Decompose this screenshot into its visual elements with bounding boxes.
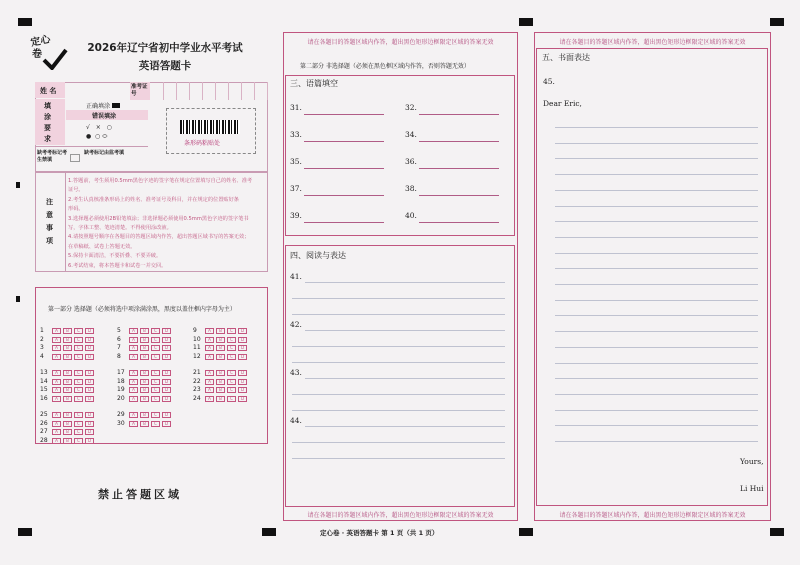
question-number: 22 <box>193 377 201 385</box>
admission-label: 准考证号 <box>131 84 148 97</box>
answer-option[interactable]: D <box>162 370 171 376</box>
timing-mark <box>519 18 533 26</box>
answer-option[interactable]: D <box>162 379 171 385</box>
answer-option[interactable]: C <box>151 412 160 418</box>
writing-line[interactable] <box>555 425 758 426</box>
answer-option[interactable]: D <box>85 438 94 444</box>
writing-line[interactable] <box>555 127 758 128</box>
writing-line[interactable] <box>555 174 758 175</box>
answer-line[interactable] <box>305 378 505 379</box>
answer-option[interactable]: D <box>238 379 247 385</box>
question-number: 44. <box>290 416 302 425</box>
answer-option[interactable]: B <box>63 328 72 334</box>
blank-number: 35. <box>290 157 302 166</box>
answer-option[interactable]: D <box>162 354 171 360</box>
name-field[interactable] <box>66 82 131 98</box>
answer-option[interactable]: B <box>140 412 149 418</box>
answer-option[interactable]: C <box>74 421 83 427</box>
question-number: 13 <box>40 369 48 376</box>
absent-checkbox[interactable] <box>70 154 80 162</box>
section5-box <box>536 48 768 506</box>
exam-title: 2026年辽宁省初中学业水平考试 <box>87 42 243 54</box>
answer-option[interactable]: B <box>63 379 72 385</box>
page-footer: 定心卷 · 英语答题卡 第 1 页（共 1 页） <box>320 529 439 537</box>
answer-option[interactable]: D <box>162 396 171 402</box>
note-item: 形码。 <box>68 206 84 213</box>
answer-option[interactable]: C <box>74 345 83 351</box>
answer-option[interactable]: C <box>74 379 83 385</box>
answer-option[interactable]: A <box>205 345 214 351</box>
brand-logo <box>30 30 70 74</box>
answer-option[interactable]: B <box>216 396 225 402</box>
answer-option[interactable]: C <box>227 379 236 385</box>
section4-title: 四、阅读与表达 <box>290 251 346 260</box>
answer-option[interactable]: D <box>162 421 171 427</box>
answer-option[interactable]: B <box>140 370 149 376</box>
answer-line[interactable] <box>292 410 505 411</box>
answer-option[interactable]: D <box>85 387 94 393</box>
blank-number: 31. <box>290 103 302 112</box>
question-number: 30 <box>117 419 125 427</box>
writing-line[interactable] <box>555 300 758 301</box>
answer-line[interactable] <box>304 168 384 169</box>
answer-option[interactable]: C <box>151 354 160 360</box>
question-number: 43. <box>290 368 302 377</box>
question-number: 6 <box>117 335 121 343</box>
answer-option[interactable]: D <box>238 337 247 343</box>
letter-greeting: Dear Eric, <box>543 99 582 108</box>
correct-fill-label <box>86 101 120 110</box>
answer-option[interactable]: B <box>140 354 149 360</box>
blank-number: 40. <box>405 211 417 220</box>
answer-line[interactable] <box>292 458 505 459</box>
timing-mark <box>18 528 32 536</box>
answer-option[interactable]: B <box>63 337 72 343</box>
answer-option[interactable]: A <box>52 354 61 360</box>
answer-option[interactable]: A <box>52 379 61 385</box>
admission-number-grid[interactable] <box>151 82 268 100</box>
section3-box <box>285 75 515 236</box>
answer-line[interactable] <box>304 141 384 142</box>
answer-line[interactable] <box>419 222 499 223</box>
note-item: 3.选择题必须使用2B铅笔填涂；非选择题必须使用0.5mm黑色字迹的签字笔书 <box>68 215 249 222</box>
answer-line[interactable] <box>305 426 505 427</box>
answer-option[interactable]: A <box>52 337 61 343</box>
blank-number: 37. <box>290 184 302 193</box>
answer-option[interactable]: C <box>227 370 236 376</box>
answer-option[interactable]: B <box>216 379 225 385</box>
answer-option[interactable]: B <box>140 328 149 334</box>
answer-line[interactable] <box>292 298 505 299</box>
answer-option[interactable]: C <box>74 429 83 435</box>
question-number: 21 <box>193 369 201 376</box>
answer-option[interactable]: B <box>140 387 149 393</box>
wrong-fill-label: 错误填涂 <box>92 113 117 120</box>
answer-option[interactable]: D <box>85 379 94 385</box>
question-number: 41. <box>290 272 302 281</box>
note-item: 在草稿纸、试卷上答题无效。 <box>68 243 136 250</box>
answer-option[interactable]: C <box>227 387 236 393</box>
answer-option[interactable]: C <box>74 354 83 360</box>
answer-option[interactable]: A <box>52 370 61 376</box>
question-number: 17 <box>117 369 125 376</box>
question-number: 42. <box>290 320 302 329</box>
barcode-icon <box>180 120 240 134</box>
absent-mark-label: 缺考标记由监考填 <box>84 150 125 156</box>
writing-line[interactable] <box>555 441 758 442</box>
question-number: 11 <box>193 344 201 351</box>
answer-option[interactable]: A <box>52 345 61 351</box>
question-number: 29 <box>117 411 125 418</box>
answer-line[interactable] <box>305 330 505 331</box>
note-item: 6.考试结束，将本答题卡和试卷一并交回。 <box>68 262 167 269</box>
question-number: 1 <box>40 327 44 334</box>
warning-bottom-middle: 请在各题目的答题区域内作答，超出黑色矩形边框限定区域的答案无效 <box>307 512 494 519</box>
writing-line[interactable] <box>555 206 758 207</box>
timing-mark <box>770 18 784 26</box>
answer-option[interactable]: C <box>74 328 83 334</box>
blank-number: 36. <box>405 157 417 166</box>
answer-option[interactable]: C <box>227 328 236 334</box>
answer-option[interactable]: B <box>63 370 72 376</box>
question-number: 5 <box>117 327 121 334</box>
timing-mark <box>16 182 20 188</box>
answer-option[interactable]: B <box>140 379 149 385</box>
note-item: 证号。 <box>68 187 84 194</box>
question-number: 20 <box>117 394 125 402</box>
answer-option[interactable]: C <box>151 345 160 351</box>
section3-title: 三、语篇填空 <box>290 79 338 88</box>
question-number: 23 <box>193 386 201 393</box>
answer-option[interactable]: A <box>129 421 138 427</box>
answer-option[interactable]: D <box>85 337 94 343</box>
answer-option[interactable]: A <box>129 328 138 334</box>
answer-line[interactable] <box>292 362 505 363</box>
writing-line[interactable] <box>555 190 758 191</box>
answer-option[interactable]: A <box>205 337 214 343</box>
answer-option[interactable]: B <box>216 387 225 393</box>
blank-number: 32. <box>405 103 417 112</box>
notes-label: 注 意 事 项 <box>46 198 53 245</box>
writing-line[interactable] <box>555 284 758 285</box>
writing-line[interactable] <box>555 143 758 144</box>
correct-fill-text: 正确填涂 <box>86 103 111 110</box>
answer-option[interactable]: A <box>52 328 61 334</box>
section4-box <box>285 245 515 507</box>
answer-line[interactable] <box>292 394 505 395</box>
writing-line[interactable] <box>555 331 758 332</box>
question-number: 25 <box>40 411 48 418</box>
answer-option[interactable]: C <box>227 354 236 360</box>
answer-option[interactable]: C <box>74 387 83 393</box>
answer-option[interactable]: D <box>85 370 94 376</box>
question-number: 27 <box>40 428 48 435</box>
writing-line[interactable] <box>555 394 758 395</box>
answer-line[interactable] <box>304 114 384 115</box>
answer-option[interactable]: B <box>63 387 72 393</box>
question-number: 14 <box>40 377 48 385</box>
barcode-label: 条形码粘贴处 <box>184 140 221 147</box>
answer-option[interactable]: A <box>129 387 138 393</box>
answer-option[interactable]: A <box>205 396 214 402</box>
question-number: 7 <box>117 344 121 351</box>
timing-mark <box>770 528 784 536</box>
answer-option[interactable]: C <box>151 328 160 334</box>
answer-option[interactable]: A <box>52 387 61 393</box>
writing-line[interactable] <box>555 237 758 238</box>
answer-option[interactable]: B <box>216 345 225 351</box>
blank-number: 33. <box>290 130 302 139</box>
writing-line[interactable] <box>555 378 758 379</box>
note-item: 4.请按照题号顺序在各题目的答题区域内作答，超出答题区域书写的答案无效； <box>68 234 250 241</box>
answer-option[interactable]: D <box>162 345 171 351</box>
answer-option[interactable]: C <box>74 396 83 402</box>
question-number: 19 <box>117 386 125 393</box>
timing-mark <box>519 528 533 536</box>
answer-option[interactable]: A <box>52 438 61 444</box>
answer-option[interactable]: D <box>85 412 94 418</box>
answer-line[interactable] <box>292 346 505 347</box>
answer-line[interactable] <box>304 195 384 196</box>
answer-option[interactable]: C <box>151 421 160 427</box>
answer-option[interactable]: B <box>216 328 225 334</box>
answer-option[interactable]: C <box>74 337 83 343</box>
answer-option[interactable]: D <box>85 429 94 435</box>
question-45-number: 45. <box>543 77 555 86</box>
answer-option[interactable]: D <box>238 354 247 360</box>
answer-option[interactable]: A <box>52 412 61 418</box>
writing-line[interactable] <box>555 315 758 316</box>
writing-line[interactable] <box>555 410 758 411</box>
absent-label: 缺考考标记考生禁填 <box>37 150 68 163</box>
question-number: 12 <box>193 352 201 360</box>
writing-line[interactable] <box>555 253 758 254</box>
answer-option[interactable]: D <box>162 337 171 343</box>
timing-mark <box>18 18 32 26</box>
forbidden-zone: 禁止答题区域 <box>98 488 182 501</box>
answer-option[interactable]: B <box>140 421 149 427</box>
question-number: 9 <box>193 327 197 334</box>
answer-option[interactable]: A <box>129 412 138 418</box>
question-number: 18 <box>117 377 125 385</box>
wrong-marks: √ × ○ <box>86 124 114 131</box>
answer-option[interactable]: C <box>151 370 160 376</box>
answer-option[interactable]: B <box>140 337 149 343</box>
question-number: 28 <box>40 436 48 444</box>
blank-number: 34. <box>405 130 417 139</box>
answer-option[interactable]: B <box>140 396 149 402</box>
answer-option[interactable]: D <box>238 370 247 376</box>
warning-top-middle: 请在各题目的答题区域内作答，超出黑色矩形边框限定区域的答案无效 <box>307 39 494 46</box>
answer-option[interactable]: B <box>63 354 72 360</box>
writing-line[interactable] <box>555 363 758 364</box>
wrong-marks-row2: ● ○ ⬭ <box>86 133 108 140</box>
part2-title: 第二部分 非选择题（必须在黑色框区域内作答，否则答题无效） <box>300 63 470 70</box>
answer-option[interactable]: D <box>162 387 171 393</box>
answer-option[interactable]: D <box>85 396 94 402</box>
answer-option[interactable]: D <box>162 328 171 334</box>
answer-option[interactable]: D <box>238 387 247 393</box>
question-number: 2 <box>40 335 44 343</box>
answer-option[interactable]: C <box>74 370 83 376</box>
name-label: 姓 名 <box>40 87 57 95</box>
answer-option[interactable]: C <box>227 396 236 402</box>
writing-line[interactable] <box>555 221 758 222</box>
answer-option[interactable]: A <box>52 429 61 435</box>
blank-number: 39. <box>290 211 302 220</box>
question-number: 8 <box>117 352 121 360</box>
question-number: 26 <box>40 419 48 427</box>
answer-option[interactable]: C <box>227 345 236 351</box>
answer-option[interactable]: D <box>85 345 94 351</box>
answer-option[interactable]: A <box>205 387 214 393</box>
question-number: 24 <box>193 394 201 402</box>
answer-option[interactable]: B <box>63 345 72 351</box>
answer-option[interactable]: A <box>129 354 138 360</box>
answer-option[interactable]: A <box>129 379 138 385</box>
answer-line[interactable] <box>419 195 499 196</box>
answer-option[interactable]: B <box>216 370 225 376</box>
writing-line[interactable] <box>555 347 758 348</box>
answer-option[interactable]: A <box>205 379 214 385</box>
answer-line[interactable] <box>292 314 505 315</box>
section5-title: 五、书面表达 <box>542 53 590 62</box>
answer-line[interactable] <box>304 222 384 223</box>
answer-option[interactable]: D <box>85 354 94 360</box>
warning-top-right: 请在各题目的答题区域内作答，超出黑色矩形边框限定区域的答案无效 <box>559 39 746 46</box>
question-number: 16 <box>40 394 48 402</box>
answer-option[interactable]: C <box>151 387 160 393</box>
answer-option[interactable]: B <box>140 345 149 351</box>
answer-option[interactable]: D <box>85 328 94 334</box>
question-number: 15 <box>40 386 48 393</box>
answer-option[interactable]: D <box>238 396 247 402</box>
part1-title: 第一部分 选择题（必须将选中项涂满涂黑，黑度以盖住框内字母为主） <box>48 306 236 313</box>
note-item: 写，字体工整、笔迹清楚。不得使用涂改液。 <box>68 225 172 231</box>
answer-option[interactable]: A <box>129 370 138 376</box>
answer-line[interactable] <box>419 141 499 142</box>
answer-option[interactable]: A <box>205 370 214 376</box>
answer-option[interactable]: B <box>63 438 72 444</box>
answer-option[interactable]: C <box>151 379 160 385</box>
letter-closing: Yours, <box>740 457 764 466</box>
answer-option[interactable]: B <box>63 396 72 402</box>
answer-option[interactable]: A <box>205 354 214 360</box>
answer-option[interactable]: C <box>227 337 236 343</box>
letter-signature: Li Hui <box>740 484 764 493</box>
answer-line[interactable] <box>305 282 505 283</box>
writing-line[interactable] <box>555 268 758 269</box>
answer-option[interactable]: A <box>129 396 138 402</box>
question-number: 10 <box>193 335 201 343</box>
brand-text: 定心 <box>29 34 52 49</box>
blank-number: 38. <box>405 184 417 193</box>
writing-line[interactable] <box>555 158 758 159</box>
note-item: 5.保持卡面清洁，不要折叠、不要弄破。 <box>68 253 162 260</box>
warning-bottom-right: 请在各题目的答题区域内作答，超出黑色矩形边框限定区域的答案无效 <box>559 512 746 519</box>
note-item: 1.答题前，考生须用0.5mm黑色字迹的签字笔在规定位置填写自己的姓名、准考 <box>68 178 253 184</box>
answer-option[interactable]: B <box>63 429 72 435</box>
answer-line[interactable] <box>419 114 499 115</box>
answer-option[interactable]: B <box>216 354 225 360</box>
answer-line[interactable] <box>292 442 505 443</box>
answer-option[interactable]: D <box>85 421 94 427</box>
answer-option[interactable]: D <box>238 328 247 334</box>
check-icon <box>42 48 68 70</box>
answer-option[interactable]: D <box>162 412 171 418</box>
fill-label: 填 涂 要 求 <box>44 102 51 143</box>
answer-option[interactable]: C <box>151 396 160 402</box>
answer-option[interactable]: A <box>129 345 138 351</box>
answer-option[interactable]: C <box>74 438 83 444</box>
answer-option[interactable]: C <box>74 412 83 418</box>
answer-option[interactable]: D <box>238 345 247 351</box>
answer-option[interactable]: A <box>205 328 214 334</box>
answer-option[interactable]: B <box>216 337 225 343</box>
answer-line[interactable] <box>419 168 499 169</box>
exam-subtitle: 英语答题卡 <box>138 60 192 72</box>
answer-option[interactable]: B <box>63 412 72 418</box>
answer-option[interactable]: B <box>63 421 72 427</box>
timing-mark <box>262 528 276 536</box>
question-number: 3 <box>40 344 44 351</box>
answer-option[interactable]: A <box>52 421 61 427</box>
timing-mark <box>16 296 20 302</box>
question-number: 4 <box>40 352 44 360</box>
answer-option[interactable]: A <box>129 337 138 343</box>
answer-option[interactable]: C <box>151 337 160 343</box>
brand-text: 卷 <box>32 49 42 60</box>
answer-option[interactable]: A <box>52 396 61 402</box>
note-item: 2.考生认真核准条形码上的姓名、准考证号及科目，并在规定的位置贴好条 <box>68 196 239 203</box>
